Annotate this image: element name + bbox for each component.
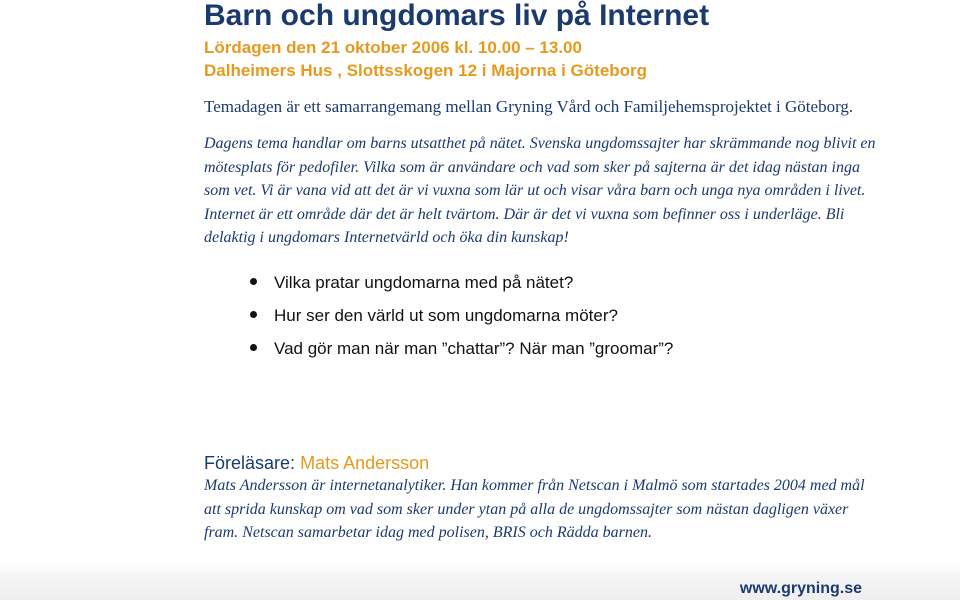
lecturer-heading bbox=[204, 452, 429, 474]
question-text: Vilka pratar ungdomarna med på nätet? bbox=[274, 273, 574, 292]
lecturer-name: Mats Andersson bbox=[300, 453, 430, 473]
event-date: Lördagen den 21 oktober 2006 kl. 10.00 – 13.00 bbox=[204, 38, 582, 57]
page-title: Barn och ungdomars liv på Internet bbox=[204, 0, 710, 32]
website-link[interactable]: www.gryning.se bbox=[739, 580, 862, 597]
bullet-icon bbox=[250, 311, 257, 318]
question-text: Hur ser den värld ut som ungdomarna möter? bbox=[274, 306, 618, 325]
question-text: Vad gör man när man ”chattar”? När man ”groomar”? bbox=[274, 339, 674, 358]
event-venue: Dalheimers Hus , Slottsskogen 12 i Majorna i Göteborg bbox=[204, 61, 648, 80]
list-item bbox=[244, 266, 673, 299]
bullet-icon bbox=[250, 344, 257, 351]
theme-paragraph: Dagens tema handlar om barns utsatthet på nätet. Svenska ungdomssajter har skrämmande nog blivit en mötesplats för pedofiler. Vilka som är användare och vad som sker på sajterna är det idag nästan inga som vet. Vi är vana vid att det är vi vuxna som lär ut och visar våra barn och unga nya områden i livet. Internet är ett område där det är helt tvärtom. Där är det vi vuxna som befinner oss i underläge. Bli delaktig i ungdomars Internetvärld och öka din kunskap! bbox=[204, 135, 876, 246]
bullet-icon bbox=[250, 278, 257, 285]
list-item bbox=[244, 332, 673, 365]
lecturer-bio: Mats Andersson är internetanalytiker. Han kommer från Netscan i Malmö som startades 2004 med mål att sprida kunskap om vad som sker under ytan på alla de ungdomssajter som nästan dagligen växer fram. Netscan samarbetar idag med polisen, BRIS och Rädda barnen. bbox=[204, 477, 865, 541]
question-list bbox=[244, 266, 673, 365]
intro-text: Temadagen är ett samarrangemang mellan Gryning Vård och Familjehemsprojektet i Göteborg. bbox=[204, 97, 854, 116]
list-item bbox=[244, 299, 673, 332]
lecturer-label: Föreläsare: bbox=[204, 453, 296, 473]
